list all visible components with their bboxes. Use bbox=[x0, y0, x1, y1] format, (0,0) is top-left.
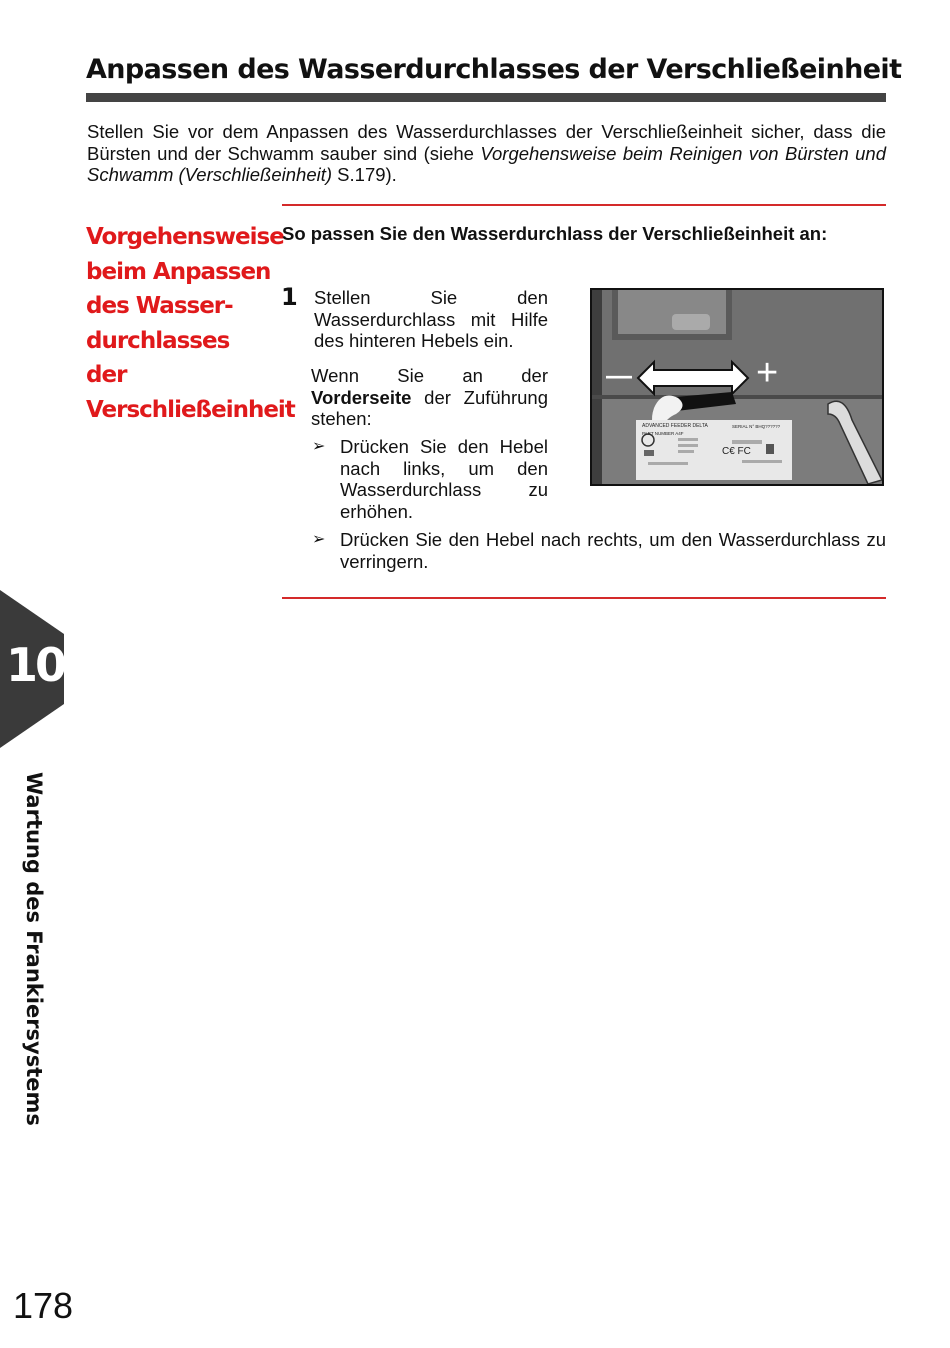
section-top-rule bbox=[282, 204, 886, 206]
arrow-bullet-icon: ➢ bbox=[312, 438, 326, 455]
label-title: ADVANCED FEEDER DELTA bbox=[642, 423, 708, 429]
side-heading-line: Vorgehensweise bbox=[86, 224, 284, 250]
intro-text: Stellen Sie vor dem Anpassen des Wasserdurchlasses der Verschließeinheit sicher, dass die Bürsten und der Schwamm sauber sind (siehe bbox=[87, 121, 886, 164]
bullet-item bbox=[312, 529, 886, 572]
intro-paragraph bbox=[87, 121, 886, 186]
label-serial: SERIAL N° BHQ?????? bbox=[732, 424, 781, 429]
page-number: 178 bbox=[13, 1285, 74, 1326]
bullet-text: Drücken Sie den Hebel nach rechts, um den Wasserdurchlass zu verringern. bbox=[340, 529, 886, 572]
intro-page-ref: S.179). bbox=[332, 164, 397, 185]
minus-sign: — bbox=[606, 360, 632, 390]
side-heading bbox=[86, 220, 295, 427]
intro-reference-link[interactable]: Vorgehensweise beim Reinigen von Bürsten und Schwamm (Verschließeinheit) bbox=[87, 142, 886, 185]
bullet-text: Drücken Sie den Hebel nach links, um den Wasserdurchlass zu erhöhen. bbox=[340, 436, 548, 522]
side-heading-line: des Wasser- bbox=[86, 293, 233, 319]
title-underline-bar bbox=[86, 93, 886, 102]
side-heading-line: durchlasses der bbox=[86, 327, 230, 388]
plus-sign: + bbox=[756, 352, 779, 394]
condition-text-start: Wenn Sie an der bbox=[311, 365, 548, 386]
section-bottom-rule bbox=[282, 597, 886, 599]
condition-text-end: der Zuführung stehen: bbox=[311, 386, 548, 429]
label-marks: C€ FC bbox=[722, 446, 751, 457]
chapter-number: 10 bbox=[6, 638, 65, 692]
side-heading-line: Verschließeinheit bbox=[86, 396, 295, 423]
arrow-bullet-icon: ➢ bbox=[312, 531, 326, 548]
side-heading-line: beim Anpassen bbox=[86, 258, 271, 285]
procedure-heading: So passen Sie den Wasserdurchlass der Verschließeinheit an: bbox=[282, 223, 828, 244]
step-number: 1 bbox=[281, 283, 298, 311]
step-text: Stellen Sie den Wasserdurchlass mit Hilfe des hinteren Hebels ein. bbox=[314, 287, 548, 351]
condition-bold: Vorderseite bbox=[311, 386, 412, 408]
label-part-number: PART NUMBER A4F bbox=[642, 431, 684, 436]
chapter-title: Wartung des Frankiersystems bbox=[22, 772, 46, 1126]
page-title: Anpassen des Wasserdurchlasses der Verschließeinheit bbox=[86, 54, 902, 85]
bullet-item bbox=[312, 436, 548, 522]
condition-text bbox=[311, 365, 548, 430]
feeder-lever-photo bbox=[590, 288, 884, 486]
